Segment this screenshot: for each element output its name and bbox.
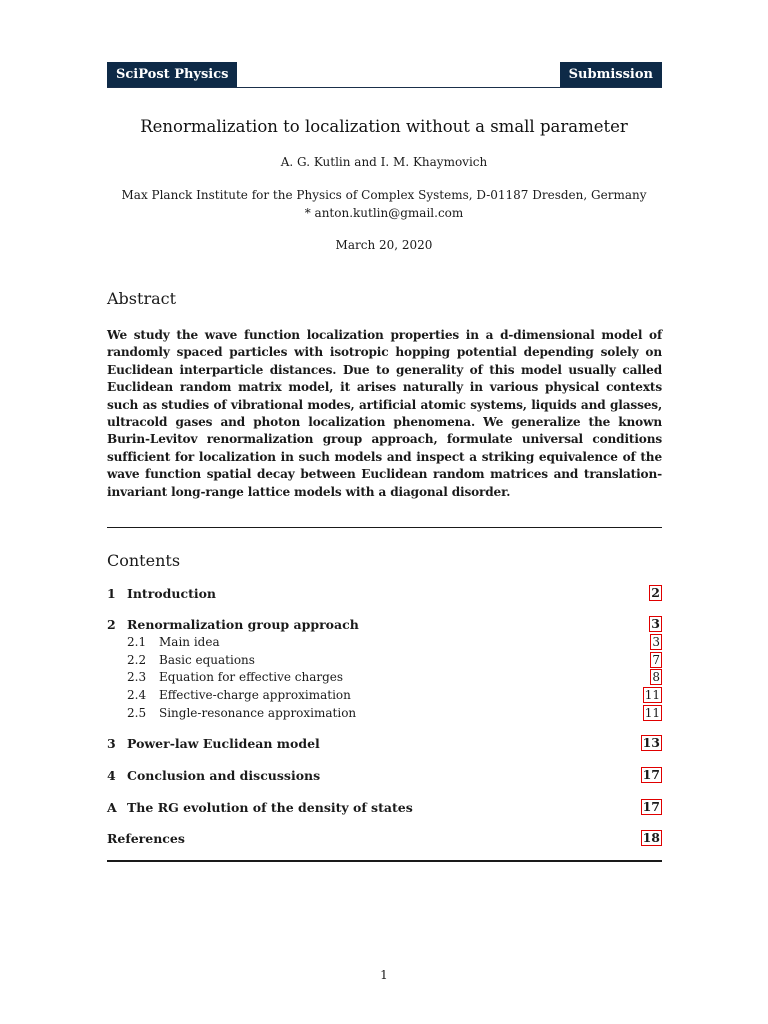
toc-page-link[interactable]: 8: [652, 670, 660, 684]
toc-label: Conclusion and discussions: [127, 768, 321, 783]
paper-date: March 20, 2020: [335, 238, 433, 252]
toc-label: Power-law Euclidean model: [127, 736, 320, 751]
toc-label: Single-resonance approximation: [159, 706, 357, 720]
toc-label: The RG evolution of the density of states: [127, 800, 413, 815]
toc-entry[interactable]: [107, 768, 662, 786]
toc-label: Renormalization group approach: [127, 617, 359, 632]
toc-number: 2.2: [127, 653, 147, 667]
page-number: 1: [380, 968, 388, 982]
toc-subentry[interactable]: [107, 653, 662, 671]
contents-heading: Contents: [107, 551, 181, 570]
submission-badge: Submission: [560, 62, 662, 88]
paper-affiliation: Max Planck Institute for the Physics of Complex Systems, D-01187 Dresden, Germany: [121, 188, 647, 202]
toc-page-link[interactable]: 11: [644, 706, 660, 720]
toc-label: Effective-charge approximation: [159, 688, 351, 702]
toc-number: A: [107, 800, 117, 815]
toc-entry[interactable]: [107, 800, 662, 818]
toc-label: Basic equations: [159, 653, 255, 667]
toc-label: Equation for effective charges: [159, 670, 344, 684]
abstract-heading: Abstract: [107, 289, 177, 308]
toc-subentry[interactable]: [107, 635, 662, 653]
toc-number: 2.5: [127, 706, 147, 720]
toc-label: Introduction: [127, 586, 217, 601]
author-email[interactable]: * anton.kutlin@gmail.com: [304, 206, 464, 220]
toc-page-link[interactable]: 18: [642, 830, 660, 845]
toc-page-link[interactable]: 13: [642, 735, 660, 750]
toc-page-link[interactable]: 7: [652, 653, 660, 667]
toc-page-link[interactable]: 11: [644, 688, 660, 702]
toc-entry[interactable]: [107, 617, 662, 635]
paper-title: Renormalization to localization without a small parameter: [140, 117, 628, 136]
toc-number: 1: [107, 586, 116, 601]
header-rule: [107, 87, 662, 88]
paper-authors: A. G. Kutlin and I. M. Khaymovich: [280, 155, 488, 169]
toc-number: 2: [107, 617, 116, 632]
toc-number: 2.3: [127, 670, 147, 684]
toc-label: References: [107, 831, 185, 846]
toc-number: 3: [107, 736, 116, 751]
toc-page-link[interactable]: 3: [651, 616, 660, 631]
toc-entry[interactable]: [107, 586, 662, 604]
toc-label: Main idea: [159, 635, 220, 649]
toc-subentry[interactable]: [107, 688, 662, 706]
toc-entry-references[interactable]: [107, 831, 662, 849]
toc-number: 4: [107, 768, 116, 783]
divider-bottom: [107, 860, 662, 862]
toc-subentry[interactable]: [107, 670, 662, 688]
journal-badge: SciPost Physics: [107, 62, 237, 88]
toc-number: 2.1: [127, 635, 147, 649]
toc-page-link[interactable]: 17: [642, 767, 660, 782]
toc-page-link[interactable]: 3: [652, 635, 660, 649]
toc-page-link[interactable]: 17: [642, 799, 660, 814]
toc-subentry[interactable]: [107, 706, 662, 724]
toc-page-link[interactable]: 2: [651, 585, 660, 600]
toc-number: 2.4: [127, 688, 147, 702]
divider-top: [107, 527, 662, 528]
toc-entry[interactable]: [107, 736, 662, 754]
abstract-text: We study the wave function localization properties in a d-dimensional model of randomly spaced particles with isotropic hopping potential depending solely on Euclidean interparticle distances. Due to generality of this model usually called Euclidean random matrix model, it arises naturally in various physical contexts such as studies of vibrational modes, artificial atomic systems, liquids and glasses, ultracold gases and photon localization phenomena. We generalize the known Burin-Levitov renormalization group approach, formulate universal conditions sufficient for localization in such models and inspect a striking equivalence of the wave function spatial decay between Euclidean random matrices and translation-invariant long-range lattice models with a diagonal disorder.: [107, 328, 662, 499]
journal-header: [107, 62, 662, 88]
